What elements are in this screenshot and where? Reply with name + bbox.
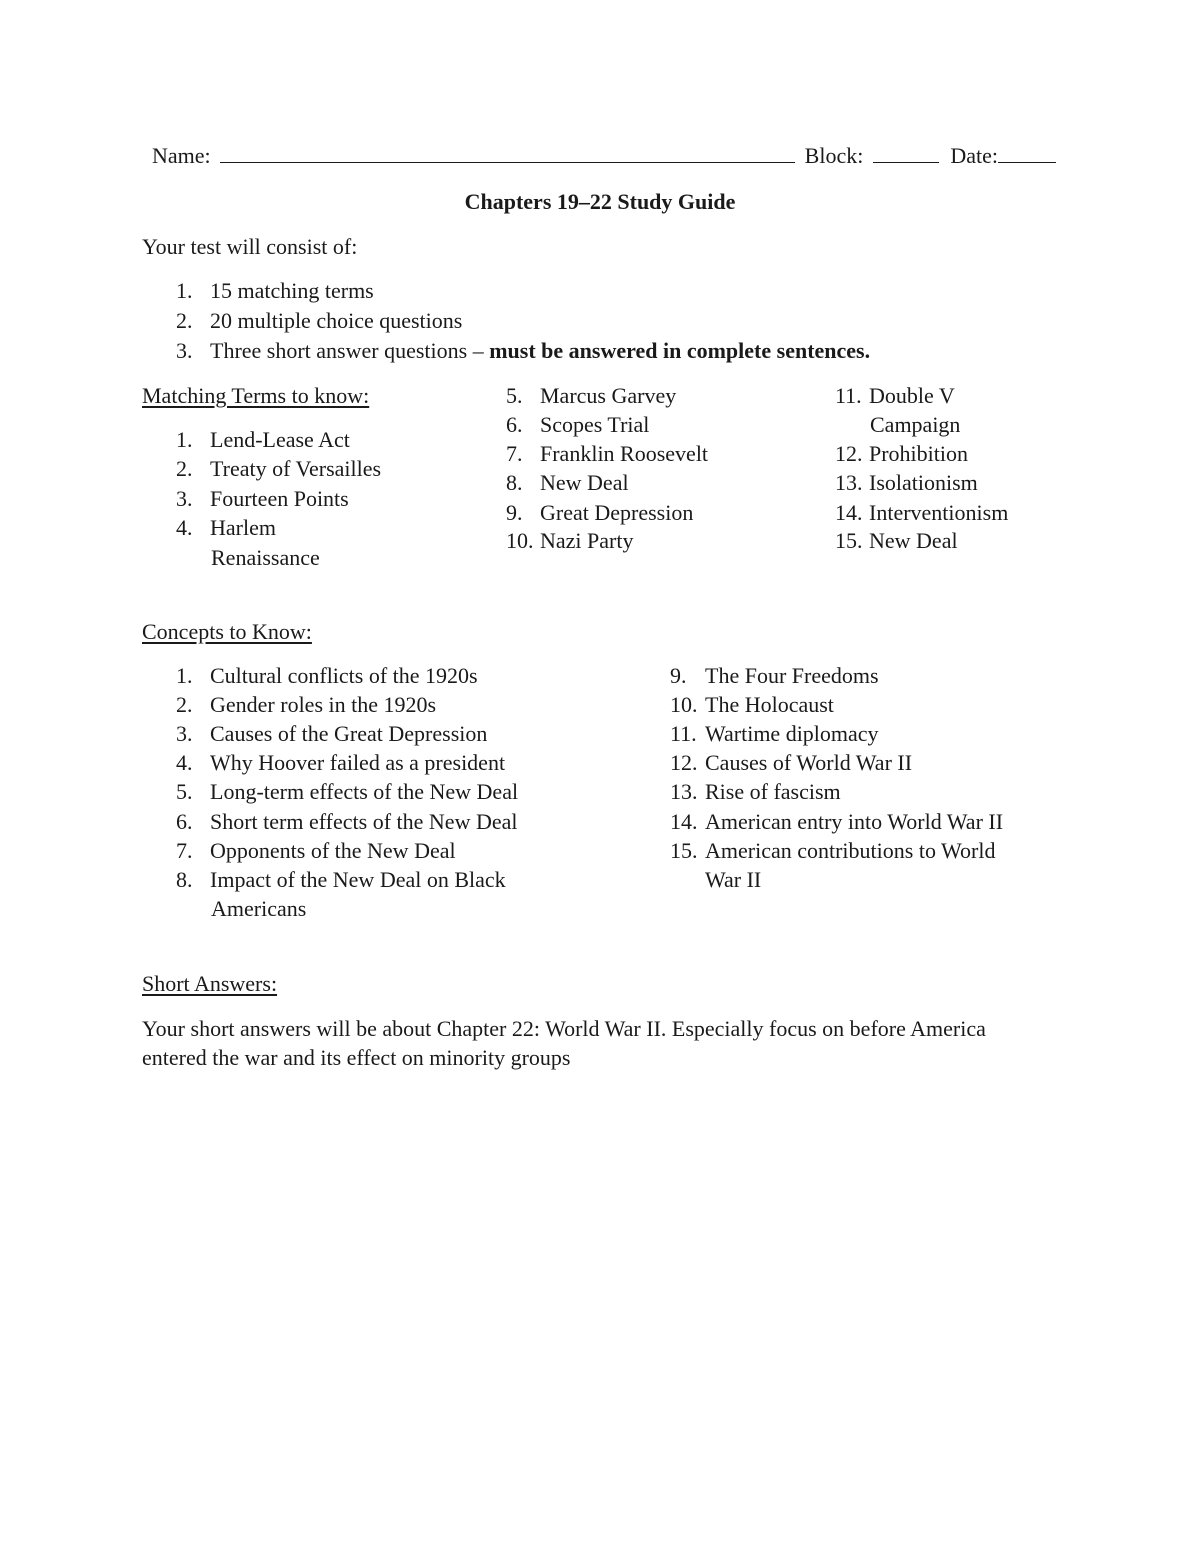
list-item [506,498,693,527]
list-item [670,836,996,865]
item-number: 9. [670,663,687,688]
item-continuation: Americans [211,896,307,921]
page-title: Chapters 19–22 Study Guide [464,189,736,214]
list-item [835,498,1008,527]
list-item [835,439,968,468]
list-item [176,336,870,365]
list-item [670,719,879,748]
item-text: New Deal [540,470,629,495]
item-text: Impact of the New Deal on Black [210,867,506,892]
item-text: Treaty of Versailles [210,456,382,481]
item-text: Prohibition [869,441,969,466]
item-number: 12. [835,441,863,466]
item-text: Fourteen Points [210,486,349,511]
item-text: Nazi Party [540,528,634,553]
list-item [506,468,629,497]
item-number: 12. [670,750,698,775]
item-text: Lend-Lease Act [210,427,350,452]
item-number: 2. [176,456,193,481]
item-number: 4. [176,750,193,775]
item-text: Three short answer questions – [210,338,490,363]
item-number: 14. [835,500,863,525]
item-text: 15 matching terms [210,278,374,303]
list-item [670,690,834,719]
short-answers-line-1: Your short answers will be about Chapter 22: World War II. Especially focus on before America [142,1016,986,1041]
item-bold-text: must be answered in complete sentences. [489,338,871,363]
block-label: Block: [804,143,864,168]
date-label: Date: [950,143,998,168]
item-number: 7. [506,441,523,466]
item-text: American entry into World War II [705,809,1004,834]
list-item [176,425,350,454]
item-number: 6. [176,809,193,834]
short-answers-heading: Short Answers: [142,971,278,996]
header-line [152,141,1062,170]
list-item [506,439,708,468]
list-item [176,719,487,748]
item-number: 15. [835,528,863,553]
list-item [670,661,879,690]
item-number: 7. [176,838,193,863]
list-item [176,661,478,690]
list-item [176,306,462,335]
item-number: 6. [506,412,523,437]
item-number: 1. [176,278,193,303]
short-answers-line-2: entered the war and its effect on minority groups [142,1045,571,1070]
item-number: 10. [506,528,534,553]
item-text: Great Depression [540,500,694,525]
list-item [670,777,841,806]
item-number: 13. [835,470,863,495]
list-item [176,513,276,542]
item-number: 3. [176,338,193,363]
item-text: Why Hoover failed as a president [210,750,506,775]
list-item [506,381,676,410]
item-text: New Deal [869,528,958,553]
item-number: 3. [176,721,193,746]
item-number: 1. [176,427,193,452]
list-item [670,807,1003,836]
item-number: 8. [176,867,193,892]
item-continuation: War II [705,867,762,892]
item-continuation: Renaissance [211,545,320,570]
list-item [670,748,912,777]
item-text: Scopes Trial [540,412,650,437]
list-item [176,276,374,305]
name-blank[interactable] [220,142,795,163]
item-number: 3. [176,486,193,511]
item-number: 14. [670,809,698,834]
item-text: Rise of fascism [705,779,841,804]
item-text: 20 multiple choice questions [210,308,463,333]
item-text: Franklin Roosevelt [540,441,709,466]
list-item [176,777,518,806]
list-item [506,410,649,439]
date-blank[interactable] [998,142,1056,163]
concepts-heading: Concepts to Know: [142,619,312,644]
item-text: Harlem [210,515,276,540]
item-text: Cultural conflicts of the 1920s [210,663,478,688]
item-text: Isolationism [869,470,978,495]
item-number: 5. [176,779,193,804]
name-label: Name: [152,143,211,168]
list-item [176,454,381,483]
item-number: 9. [506,500,523,525]
item-number: 15. [670,838,698,863]
item-text: Double V [869,383,955,408]
item-text: Long-term effects of the New Deal [210,779,519,804]
item-number: 2. [176,308,193,333]
matching-heading: Matching Terms to know: [142,383,370,408]
item-number: 10. [670,692,698,717]
item-text: Causes of World War II [705,750,913,775]
item-text: Marcus Garvey [540,383,677,408]
list-item [176,484,349,513]
item-text: American contributions to World [705,838,996,863]
item-number: 5. [506,383,523,408]
list-item [835,468,978,497]
item-text: Interventionism [869,500,1009,525]
block-blank[interactable] [873,142,939,163]
item-number: 1. [176,663,193,688]
list-item [176,748,505,777]
item-text: Opponents of the New Deal [210,838,456,863]
item-text: The Holocaust [705,692,834,717]
list-item [835,526,958,555]
list-item [176,836,456,865]
item-text: The Four Freedoms [705,663,879,688]
intro-text: Your test will consist of: [142,234,358,259]
item-text: Wartime diplomacy [705,721,879,746]
list-item [176,807,517,836]
item-number: 8. [506,470,523,495]
list-item [506,526,633,555]
item-number: 13. [670,779,698,804]
item-text: Gender roles in the 1920s [210,692,437,717]
item-number: 11. [670,721,697,746]
item-number: 4. [176,515,193,540]
list-item [835,381,955,410]
item-text: Short term effects of the New Deal [210,809,518,834]
item-text: Causes of the Great Depression [210,721,488,746]
item-number: 11. [835,383,862,408]
list-item [176,865,506,894]
list-item [176,690,436,719]
item-continuation: Campaign [870,412,961,437]
item-number: 2. [176,692,193,717]
